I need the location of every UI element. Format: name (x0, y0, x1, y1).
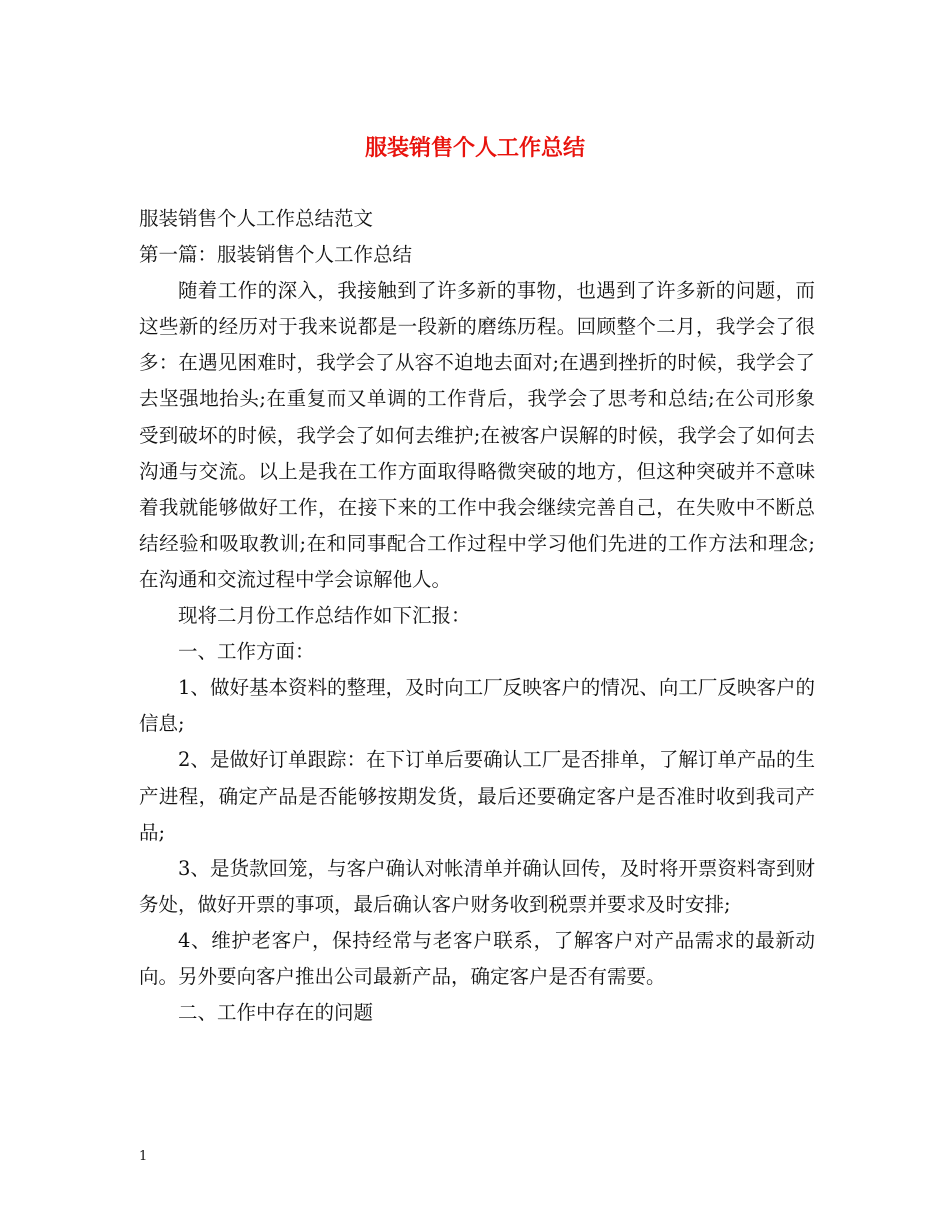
page-number: 1 (139, 1149, 148, 1164)
paragraph-section-heading: 第一篇：服装销售个人工作总结 (139, 243, 413, 267)
paragraph-report-lead: 现将二月份工作总结作如下汇报： (178, 604, 471, 628)
document-title: 服装销售个人工作总结 (364, 135, 585, 161)
paragraph-item-1: 1、做好基本资料的整理，及时向工厂反映客户的情况、向工厂反映客户的信息; (139, 676, 815, 736)
paragraph-problems-heading: 二、工作中存在的问题 (178, 1001, 374, 1025)
paragraph-item-4: 4、维护老客户，保持经常与老客户联系，了解客户对产品需求的最新动向。另外要向客户推出公司最新产品，确定客户是否有需要。 (139, 928, 815, 988)
document-body (139, 201, 815, 1031)
paragraph-intro: 随着工作的深入，我接触到了许多新的事物，也遇到了许多新的问题，而这些新的经历对于我来说都是一段新的磨练历程。回顾整个二月，我学会了很多：在遇见困难时，我学会了从容不迫地去面对;在遇到挫折的时候，我学会了去坚强地抬头;在重复而又单调的工作背后，我学会了思考和总结;在公司形象受到破坏的时候，我学会了如何去维护;在被客户误解的时候，我学会了如何去沟通与交流。以上是我在工作方面取得略微突破的地方，但这种突破并不意味着我就能够做好工作，在接下来的工作中我会继续完善自己，在失败中不断总结经验和吸取教训;在和同事配合工作过程中学习他们先进的工作方法和理念;在沟通和交流过程中学会谅解他人。 (139, 279, 815, 591)
paragraph-subtitle: 服装销售个人工作总结范文 (139, 207, 374, 230)
paragraph-item-3: 3、是货款回笼，与客户确认对帐清单并确认回传，及时将开票资料寄到财务处，做好开票的事项，最后确认客户财务收到税票并要求及时安排; (139, 856, 815, 916)
paragraph-work-heading: 一、工作方面： (178, 640, 315, 664)
paragraph-item-2: 2、是做好订单跟踪：在下订单后要确认工厂是否排单，了解订单产品的生产进程，确定产品是否能够按期发货，最后还要确定客户是否准时收到我司产品; (139, 748, 815, 844)
